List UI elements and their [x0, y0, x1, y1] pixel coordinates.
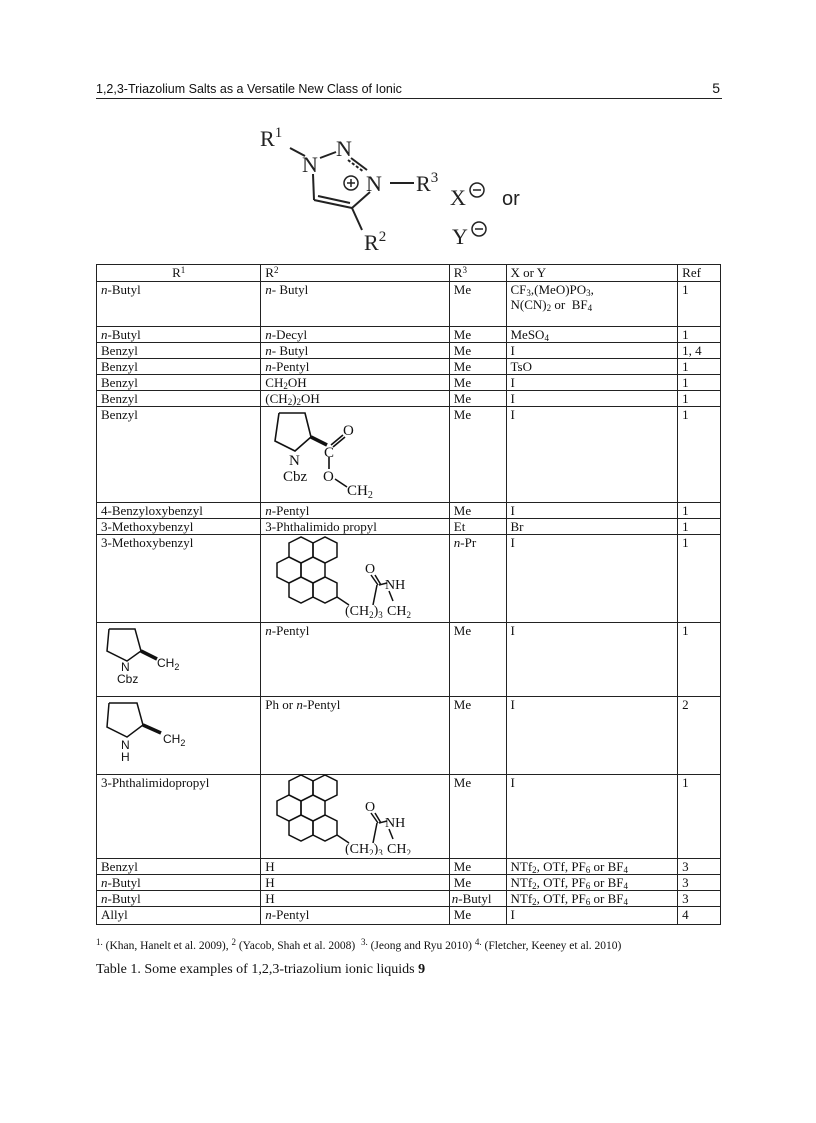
svg-text:H: H — [121, 750, 130, 764]
svg-text:N: N — [121, 660, 130, 674]
cell-r2: 3-Phthalimido propyl — [261, 519, 450, 535]
cell-r2: $(CH_2)_2OH$ — [261, 391, 450, 407]
pyrene-amide-structure — [261, 775, 411, 855]
svg-text:CH2: $CH_2$ — [163, 732, 186, 748]
cell-ref: 1 — [678, 407, 721, 503]
anion-y-label: Y — [452, 224, 468, 249]
cbz-pyrrolidinylmethyl-structure — [97, 623, 207, 693]
table-row — [97, 519, 721, 535]
cell-anion: I — [506, 535, 678, 623]
footnote-4: (Fletcher, Keeney et al. 2010) — [484, 940, 622, 952]
cell-r1: n-Butyl — [97, 327, 261, 343]
cell-anion: MeSO$_4$ — [506, 327, 678, 343]
cell-ref: 1 — [678, 359, 721, 375]
cell-r3: Me — [449, 697, 506, 775]
header-r1: $R^1$ — [97, 265, 261, 282]
cell-anion: I — [506, 391, 678, 407]
cell-r2: H — [261, 891, 450, 907]
table-row — [97, 503, 721, 519]
running-title: 1,2,3-Triazolium Salts as a Versatile New Class of Ionic — [96, 82, 402, 96]
cell-ref: 1 — [678, 775, 721, 859]
svg-text:NH: NH — [385, 578, 406, 593]
cell-ref: 1 — [678, 391, 721, 407]
svg-text:CH2: $CH_2$ — [157, 656, 180, 672]
cell-ref: 1 — [678, 327, 721, 343]
minus-charge-icon — [472, 222, 486, 236]
cell-r3: Et — [449, 519, 506, 535]
cell-r1: Benzyl — [97, 407, 261, 503]
cell-r2: n-Decyl — [261, 327, 450, 343]
cell-r3: Me — [449, 875, 506, 891]
cell-r1: Benzyl — [97, 859, 261, 875]
cell-r3: Me — [449, 375, 506, 391]
cell-r3: Me — [449, 775, 506, 859]
svg-text:(CH2)3: $(CH_2)_3$ — [345, 842, 384, 855]
cell-anion: I — [506, 503, 678, 519]
cell-ref: 2 — [678, 697, 721, 775]
cell-r1: n-Butyl — [97, 891, 261, 907]
r1-label: $R^1$ — [260, 125, 283, 151]
cell-anion: NTf$_2$, OTf, $PF_6$ or $BF_4$ — [506, 891, 678, 907]
n1-label: N — [302, 152, 318, 177]
cell-r2 — [261, 775, 450, 859]
table-header-row — [97, 265, 721, 282]
cell-r1: 3-Phthalimidopropyl — [97, 775, 261, 859]
cell-r3: n-Butyl — [449, 891, 506, 907]
cell-anion: I — [506, 623, 678, 697]
cell-r3: Me — [449, 391, 506, 407]
header-anion: X or Y — [506, 265, 678, 282]
cell-r2 — [261, 535, 450, 623]
cell-r3: Me — [449, 359, 506, 375]
cell-anion: Br — [506, 519, 678, 535]
cell-r2: H — [261, 859, 450, 875]
cell-anion: I — [506, 343, 678, 359]
r3-label: $R^3$ — [416, 170, 439, 196]
table-row — [97, 359, 721, 375]
table-row — [97, 327, 721, 343]
cell-r3: n-Pr — [449, 535, 506, 623]
cell-r3: Me — [449, 503, 506, 519]
svg-text:Cbz: Cbz — [117, 672, 139, 686]
cell-anion: $CF_3,(MeO)PO_3$, $N(CN)_2$ or $BF_4$ — [506, 282, 678, 327]
cell-ref: 3 — [678, 859, 721, 875]
cell-anion: I — [506, 375, 678, 391]
cell-anion: NTf$_2$, OTf, $PF_6$ or $BF_4$ — [506, 875, 678, 891]
cell-r1: Benzyl — [97, 391, 261, 407]
minus-charge-icon — [470, 183, 484, 197]
svg-text:Cbz: Cbz — [283, 469, 308, 485]
table-row — [97, 391, 721, 407]
cell-r1: Allyl — [97, 907, 261, 925]
footnote-3: (Jeong and Ryu 2010) — [370, 940, 473, 952]
svg-text:CH2: $CH_2$ — [347, 483, 374, 499]
cell-ref: 1 — [678, 503, 721, 519]
table-row — [97, 891, 721, 907]
cell-r2: n-Pentyl — [261, 623, 450, 697]
svg-text:O: O — [365, 562, 376, 577]
svg-text:(CH2)3: $(CH_2)_3$ — [345, 604, 384, 619]
cell-ref: 1, 4 — [678, 343, 721, 359]
cell-r3: Me — [449, 623, 506, 697]
cbz-prolinate-structure — [261, 407, 411, 499]
cell-ref: 1 — [678, 623, 721, 697]
table-footnotes: $^{1.}$ (Khan, Hanelt et al. 2009), $^2$ (Yacob, Shah et al. 2008) $^{3.}$ (Jeong and Ryu 2010) $^{4.}$ (Fletcher, Keeney et al. 2010) — [96, 937, 622, 952]
cell-r3: Me — [449, 327, 506, 343]
triazolium-examples-table — [96, 264, 721, 925]
cell-ref: 1 — [678, 535, 721, 623]
cell-r2: Ph or n-Pentyl — [261, 697, 450, 775]
cell-anion: I — [506, 907, 678, 925]
table-row — [97, 875, 721, 891]
cell-ref: 1 — [678, 519, 721, 535]
page-number: 5 — [712, 80, 720, 96]
cell-r2: n-Pentyl — [261, 359, 450, 375]
cell-r2: n- Butyl — [261, 282, 450, 327]
cell-r1: 4-Benzyloxybenzyl — [97, 503, 261, 519]
or-label: or — [502, 188, 520, 210]
cell-r1: Benzyl — [97, 343, 261, 359]
cell-ref: 1 — [678, 282, 721, 327]
table-row — [97, 375, 721, 391]
footnote-1: (Khan, Hanelt et al. 2009), — [105, 940, 229, 952]
svg-text:O: O — [343, 423, 355, 439]
svg-text:N: N — [289, 453, 301, 469]
cell-anion: NTf$_2$, OTf, $PF_6$ or $BF_4$ — [506, 859, 678, 875]
svg-text:C: C — [324, 445, 335, 461]
cell-r2: n- Butyl — [261, 343, 450, 359]
cell-r1 — [97, 623, 261, 697]
cell-r2: n-Pentyl — [261, 503, 450, 519]
cell-anion: I — [506, 407, 678, 503]
table-row — [97, 407, 721, 503]
header-r3: $R^3$ — [449, 265, 506, 282]
header-ref: Ref — [678, 265, 721, 282]
table-row — [97, 343, 721, 359]
pyrrolidinylmethyl-structure — [97, 697, 207, 771]
table-row — [97, 907, 721, 925]
cell-r1: Benzyl — [97, 359, 261, 375]
cell-r3: Me — [449, 907, 506, 925]
table-row — [97, 859, 721, 875]
running-header — [96, 80, 722, 99]
cell-r2: n-Pentyl — [261, 907, 450, 925]
table-caption: Table 1. Some examples of 1,2,3-triazolium ionic liquids 9 — [96, 962, 426, 977]
svg-text:O: O — [323, 469, 335, 485]
svg-text:NH: NH — [385, 816, 406, 831]
cell-r2 — [261, 407, 450, 503]
svg-text:O: O — [365, 800, 376, 815]
cell-ref: 3 — [678, 875, 721, 891]
svg-text:N: N — [121, 738, 130, 752]
table-row — [97, 775, 721, 859]
r2-label: $R^2$ — [364, 229, 387, 255]
cell-r1: n-Butyl — [97, 875, 261, 891]
table-row — [97, 697, 721, 775]
cell-ref: 1 — [678, 375, 721, 391]
cell-r1: 3-Methoxybenzyl — [97, 535, 261, 623]
cell-anion: I — [506, 697, 678, 775]
cell-r3: Me — [449, 282, 506, 327]
cell-r1: n-Butyl — [97, 282, 261, 327]
n3-label: N — [366, 171, 382, 196]
cell-r2: $CH_2OH$ — [261, 375, 450, 391]
cell-r1: 3-Methoxybenzyl — [97, 519, 261, 535]
triazolium-structure-diagram — [250, 112, 570, 262]
cell-r3: Me — [449, 407, 506, 503]
table-row — [97, 282, 721, 327]
header-r2: $R^2$ — [261, 265, 450, 282]
table-row — [97, 535, 721, 623]
pyrene-amide-structure — [261, 535, 411, 619]
cell-r1: Benzyl — [97, 375, 261, 391]
cell-r2: H — [261, 875, 450, 891]
footnote-2: (Yacob, Shah et al. 2008) — [238, 940, 356, 952]
svg-text:CH2: $CH_2$ — [387, 842, 412, 855]
n2-label: N — [336, 136, 352, 161]
plus-charge-icon — [344, 176, 358, 190]
cell-anion: TsO — [506, 359, 678, 375]
cell-r3: Me — [449, 343, 506, 359]
cell-ref: 3 — [678, 891, 721, 907]
cell-r1 — [97, 697, 261, 775]
cell-r3: Me — [449, 859, 506, 875]
anion-x-label: X — [450, 185, 466, 210]
table-row — [97, 623, 721, 697]
svg-text:CH2: $CH_2$ — [387, 604, 412, 619]
cell-anion: I — [506, 775, 678, 859]
cell-ref: 4 — [678, 907, 721, 925]
